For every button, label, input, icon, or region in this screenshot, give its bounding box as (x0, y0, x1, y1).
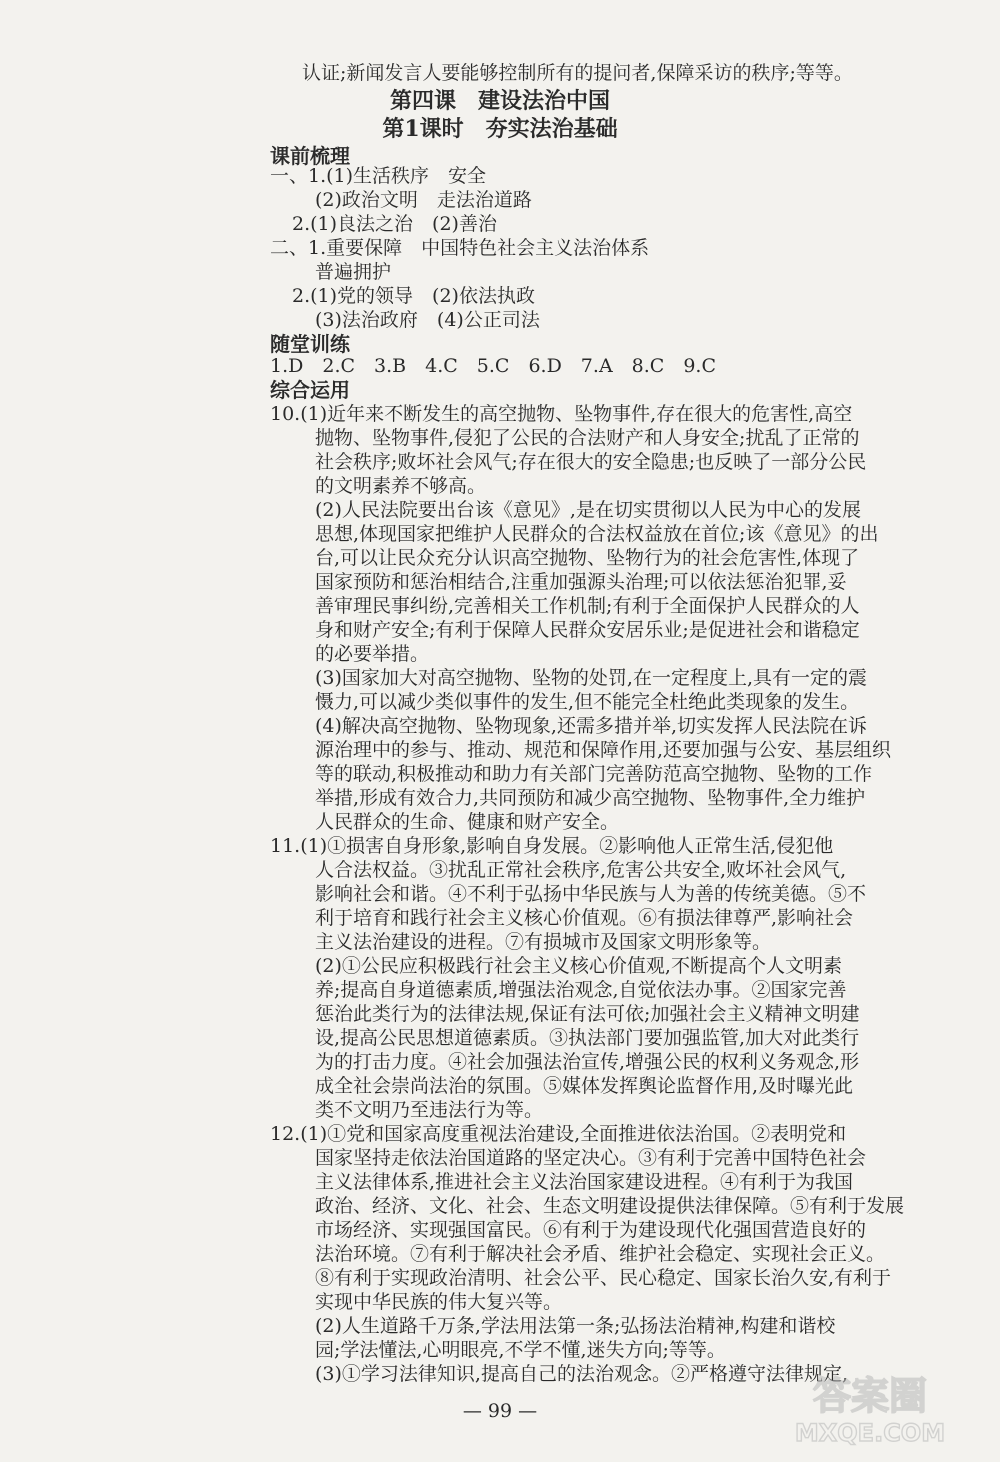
text-line: 举措,形成有效合力,共同预防和减少高空抛物、坠物事件,全力维护 (315, 787, 866, 809)
watermark-title: 答案圈 (812, 1374, 928, 1418)
text-line: (3)法治政府 (4)公正司法 (315, 309, 540, 331)
text-line: 设,提高公民思想道德素质。③执法部门要加强监管,加大对此类行 (315, 1027, 860, 1049)
text-line: (2)人生道路千万条,学法用法第一条;弘扬法治精神,构建和谐校 (315, 1315, 836, 1337)
text-line: 慑力,可以减少类似事件的发生,但不能完全杜绝此类现象的发生。 (315, 691, 860, 713)
text-line: 惩治此类行为的法律法规,保证有法可依;加强社会主义精神文明建 (315, 1003, 860, 1025)
text-line: 政治、经济、文化、社会、生态文明建设提供法律保障。⑤有利于发展 (315, 1195, 905, 1217)
text-line: 的文明素养不够高。 (315, 475, 487, 497)
answer-key-line: 1.D 2.C 3.B 4.C 5.C 6.D 7.A 8.C 9.C (270, 355, 716, 377)
text-line: 二、1.重要保障 中国特色社会主义法治体系 (270, 237, 650, 259)
section-heading: 课前梳理 (270, 144, 350, 168)
text-line: 普遍拥护 (315, 261, 392, 283)
text-line: 为的打击力度。④社会加强法治宣传,增强公民的权利义务观念,形 (315, 1051, 860, 1073)
text-line: 2.(1)良法之治 (2)善治 (292, 213, 497, 235)
text-line: ⑧有利于实现政治清明、社会公平、民心稳定、国家长治久安,有利于 (315, 1267, 892, 1289)
text-line: 思想,体现国家把维护人民群众的合法权益放在首位;该《意见》的出 (315, 523, 879, 545)
lesson-title: 第四课 建设法治中国 (389, 88, 610, 114)
text-line: 善审理民事纠纷,完善相关工作机制;有利于全面保护人民群众的人 (315, 595, 860, 617)
text-line: (2)政治文明 走法治道路 (315, 189, 532, 211)
text-line: (4)解决高空抛物、坠物现象,还需多措并举,切实发挥人民法院在诉 (315, 715, 867, 737)
text-line: 抛物、坠物事件,侵犯了公民的合法财产和人身安全;扰乱了正常的 (315, 427, 860, 449)
text-line: 园;学法懂法,心明眼亮,不学不懂,迷失方向;等等。 (315, 1339, 726, 1361)
text-line: 社会秩序;败坏社会风气;存在很大的安全隐患;也反映了一部分公民 (315, 451, 867, 473)
text-line: 利于培育和践行社会主义核心价值观。⑥有损法律尊严,影响社会 (315, 907, 854, 929)
text-line: 2.(1)党的领导 (2)依法执政 (292, 285, 535, 307)
text-line: 的必要举措。 (315, 643, 430, 665)
text-line: 认证;新闻发言人要能够控制所有的提问者,保障采访的秩序;等等。 (302, 62, 853, 84)
text-line: (2)①公民应积极践行社会主义核心价值观,不断提高个人文明素 (315, 955, 842, 977)
text-line: (3)①学习法律知识,提高自己的法治观念。②严格遵守法律规定, (315, 1363, 848, 1385)
text-line: (3)国家加大对高空抛物、坠物的处罚,在一定程度上,具有一定的震 (315, 667, 867, 689)
text-line: 养;提高自身道德素质,增强法治观念,自觉依法办事。②国家完善 (315, 979, 847, 1001)
text-line: 成全社会崇尚法治的氛围。⑤媒体发挥舆论监督作用,及时曝光此 (315, 1075, 854, 1097)
text-line: 实现中华民族的伟大复兴等。 (315, 1291, 563, 1313)
text-line: 一、1.(1)生活秩序 安全 (270, 165, 487, 187)
text-line: 法治环境。⑦有利于解决社会矛盾、维护社会稳定、实现社会正义。 (315, 1243, 886, 1265)
text-line: 12.(1)①党和国家高度重视法治建设,全面推进依法治国。②表明党和 (270, 1123, 847, 1145)
text-line: 10.(1)近年来不断发生的高空抛物、坠物事件,存在很大的危害性,高空 (270, 403, 853, 425)
text-line: 11.(1)①损害自身形象,影响自身发展。②影响他人正常生活,侵犯他 (270, 835, 834, 857)
section-heading: 综合运用 (270, 378, 350, 402)
watermark-url: MXQE.COM (794, 1419, 946, 1447)
text-line: 市场经济、实现强国富民。⑥有利于为建设现代化强国营造良好的 (315, 1219, 867, 1241)
text-line: 影响社会和谐。④不利于弘扬中华民族与人为善的传统美德。⑤不 (315, 883, 867, 905)
text-line: 身和财产安全;有利于保障人民群众安居乐业;是促进社会和谐稳定 (315, 619, 860, 641)
text-line: 国家坚持走依法治国道路的坚定决心。③有利于完善中国特色社会 (315, 1147, 867, 1169)
text-line: 类不文明乃至违法行为等。 (315, 1099, 544, 1121)
text-line: 主义法治建设的进程。⑦有损城市及国家文明形象等。 (315, 931, 772, 953)
text-line: 台,可以让民众充分认识高空抛物、坠物行为的社会危害性,体现了 (315, 547, 860, 569)
text-line: 源治理中的参与、推动、规范和保障作用,还要加强与公安、基层组织 (315, 739, 892, 761)
text-line: 国家预防和惩治相结合,注重加强源头治理;可以依法惩治犯罪,妥 (315, 571, 847, 593)
text-line: 人民群众的生命、健康和财产安全。 (315, 811, 620, 833)
text-line: (2)人民法院要出台该《意见》,是在切实贯彻以人民为中心的发展 (315, 499, 861, 521)
watermark-logo (760, 1365, 980, 1450)
text-line: 主义法律体系,推进社会主义法治国家建设进程。④有利于为我国 (315, 1171, 854, 1193)
page-number: — 99 — (462, 1400, 538, 1422)
text-line: 人合法权益。③扰乱正常社会秩序,危害公共安全,败坏社会风气, (315, 859, 847, 881)
section-title: 第1课时 夯实法治基础 (382, 116, 618, 142)
section-heading: 随堂训练 (270, 332, 350, 356)
text-line: 等的联动,积极推动和助力有关部门完善防范高空抛物、坠物的工作 (315, 763, 873, 785)
